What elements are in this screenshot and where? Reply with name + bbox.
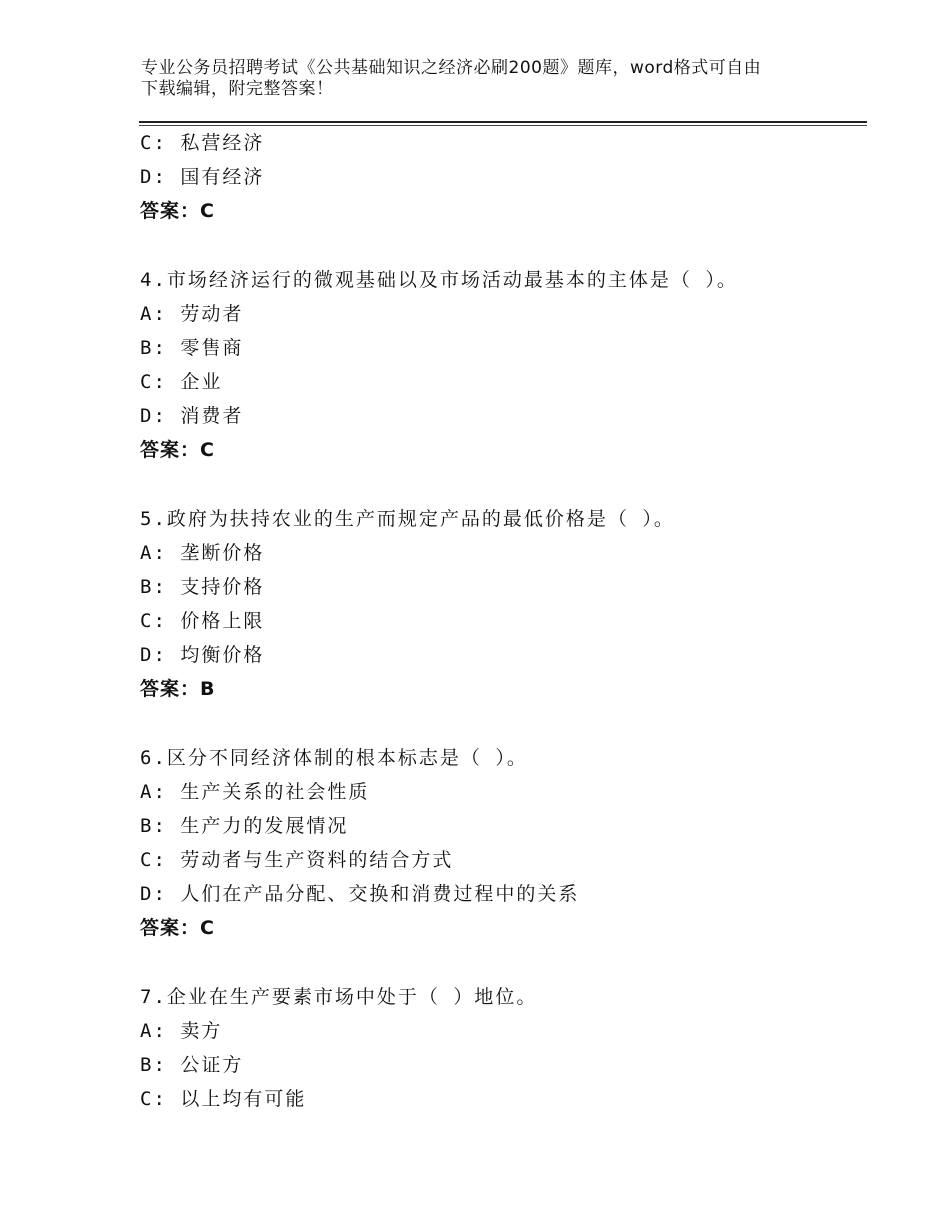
answer-line: 答案：C	[140, 917, 215, 939]
option-line: D: 均衡价格	[140, 644, 265, 666]
option-line: B: 公证方	[140, 1054, 244, 1076]
header-line-2: 下载编辑，附完整答案！	[141, 79, 334, 99]
option-line: B: 支持价格	[140, 576, 265, 598]
answer-line: 答案：C	[140, 439, 215, 461]
option-line: B: 零售商	[140, 337, 244, 359]
option-line: C: 以上均有可能	[140, 1088, 307, 1110]
answer-line: 答案：B	[140, 678, 216, 700]
option-line: C: 价格上限	[140, 610, 265, 632]
question-line: 5.政府为扶持农业的生产而规定产品的最低价格是（ ）。	[140, 508, 675, 530]
option-line: D: 人们在产品分配、交换和消费过程中的关系	[140, 883, 580, 905]
question-line: 4.市场经济运行的微观基础以及市场活动最基本的主体是（ ）。	[140, 269, 738, 291]
option-line: A: 劳动者	[140, 303, 244, 325]
option-line: A: 垄断价格	[140, 542, 265, 564]
header-rule-thick	[139, 121, 867, 123]
option-line: C: 企业	[140, 371, 223, 393]
option-line: C: 劳动者与生产资料的结合方式	[140, 849, 454, 871]
option-line: A: 生产关系的社会性质	[140, 781, 370, 803]
question-line: 7.企业在生产要素市场中处于（ ）地位。	[140, 986, 538, 1008]
answer-line: 答案：C	[140, 200, 215, 222]
question-line: 6.区分不同经济体制的根本标志是（ ）。	[140, 747, 528, 769]
header-line-1: 专业公务员招聘考试《公共基础知识之经济必刷200题》题库，word格式可自由	[141, 58, 762, 78]
option-line: B: 生产力的发展情况	[140, 815, 349, 837]
option-line: A: 卖方	[140, 1020, 223, 1042]
header-rule-thin	[139, 125, 867, 126]
option-line: D: 国有经济	[140, 166, 265, 188]
document-header	[141, 58, 821, 100]
option-line: C: 私营经济	[140, 132, 265, 154]
option-line: D: 消费者	[140, 405, 244, 427]
